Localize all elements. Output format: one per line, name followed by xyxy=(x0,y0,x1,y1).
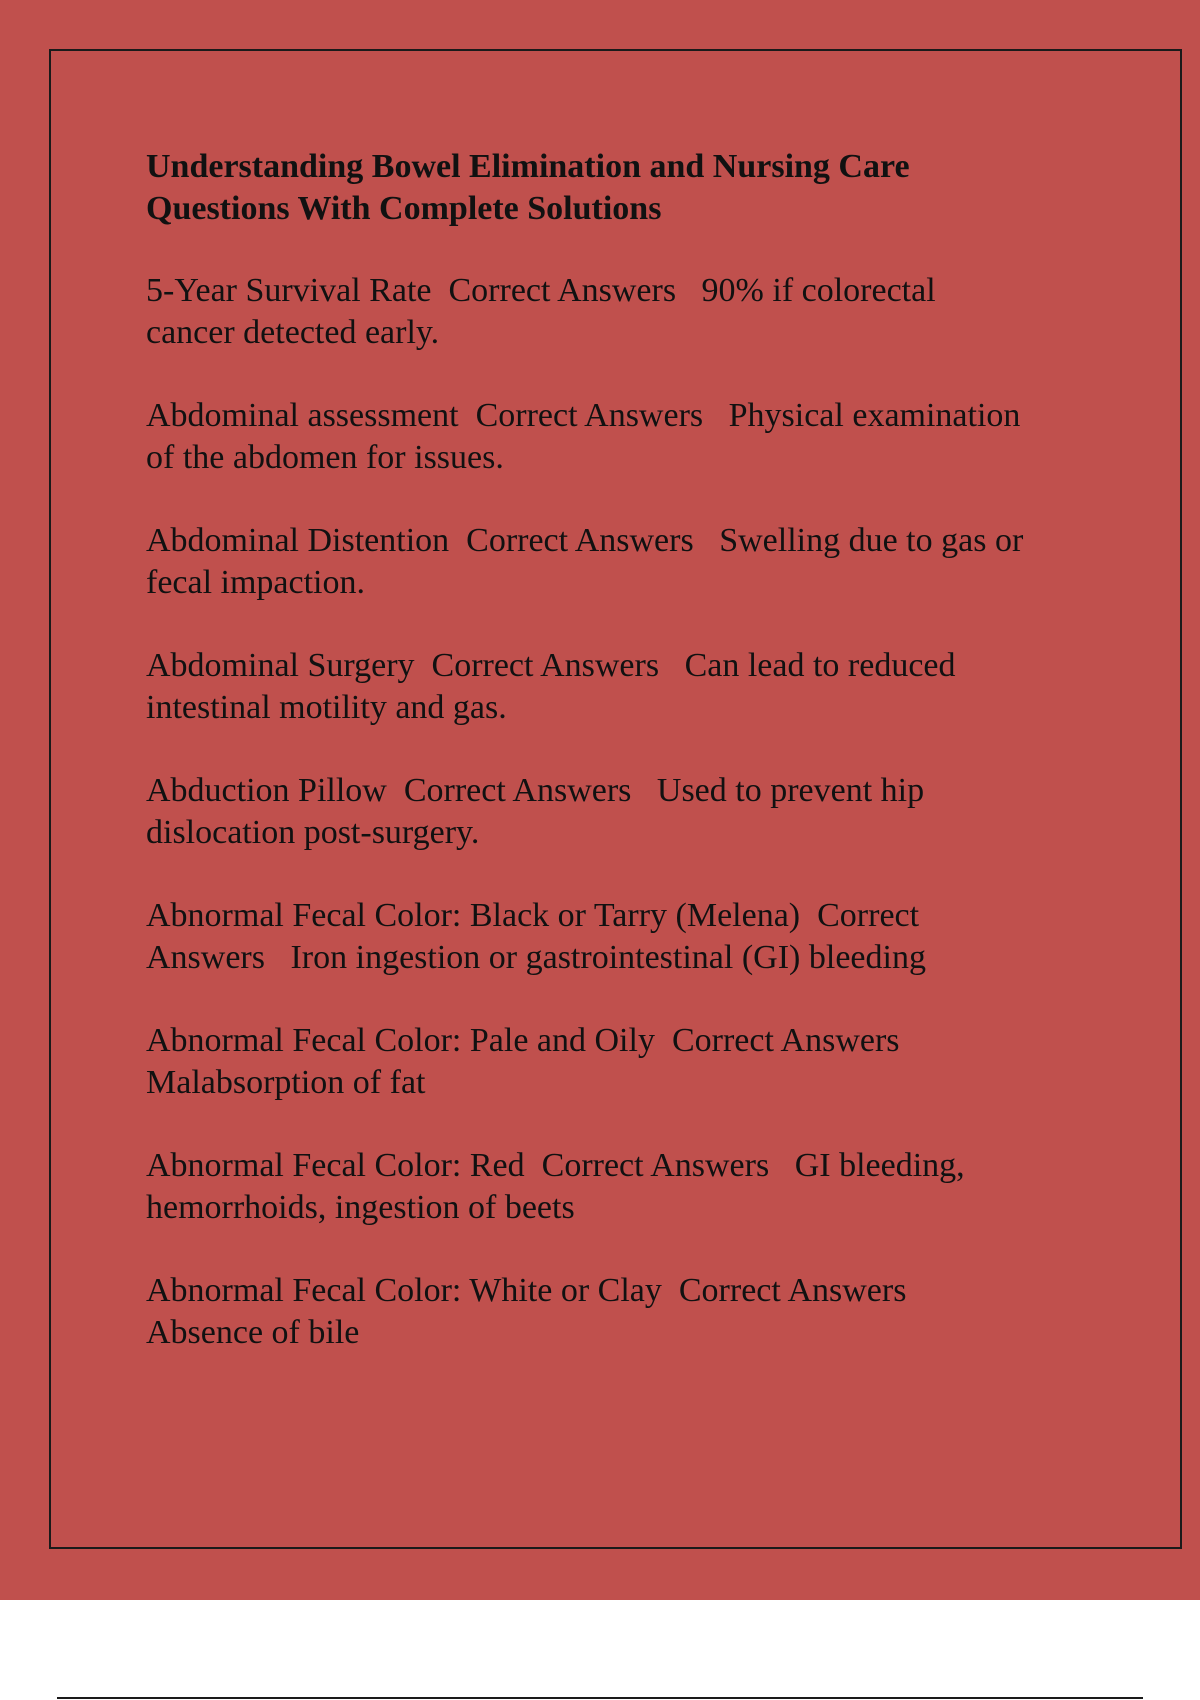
qa-entry: Abnormal Fecal Color: White or Clay Correct Answers Absence of bile xyxy=(146,1272,907,1351)
qa-entry: Abdominal Surgery Correct Answers Can lead to reduced intestinal motility and gas. xyxy=(146,647,956,726)
qa-entry: Abnormal Fecal Color: Black or Tarry (Melena) Correct Answers Iron ingestion or gastrointestinal (GI) bleeding xyxy=(146,897,926,976)
document-content xyxy=(146,146,1096,1395)
qa-entry: Abnormal Fecal Color: Red Correct Answers GI bleeding, hemorrhoids, ingestion of beets xyxy=(146,1147,965,1226)
document-title: Understanding Bowel Elimination and Nursing Care Questions With Complete Solutions xyxy=(146,148,910,227)
next-page-top-rule xyxy=(57,1697,1143,1699)
qa-entry: Abduction Pillow Correct Answers Used to prevent hip dislocation post-surgery. xyxy=(146,772,925,851)
qa-entry: 5-Year Survival Rate Correct Answers 90% if colorectal cancer detected early. xyxy=(146,272,936,351)
qa-entry: Abdominal Distention Correct Answers Swelling due to gas or fecal impaction. xyxy=(146,522,1024,601)
qa-entry: Abdominal assessment Correct Answers Physical examination of the abdomen for issues. xyxy=(146,397,1021,476)
qa-entry: Abnormal Fecal Color: Pale and Oily Correct Answers Malabsorption of fat xyxy=(146,1022,900,1101)
